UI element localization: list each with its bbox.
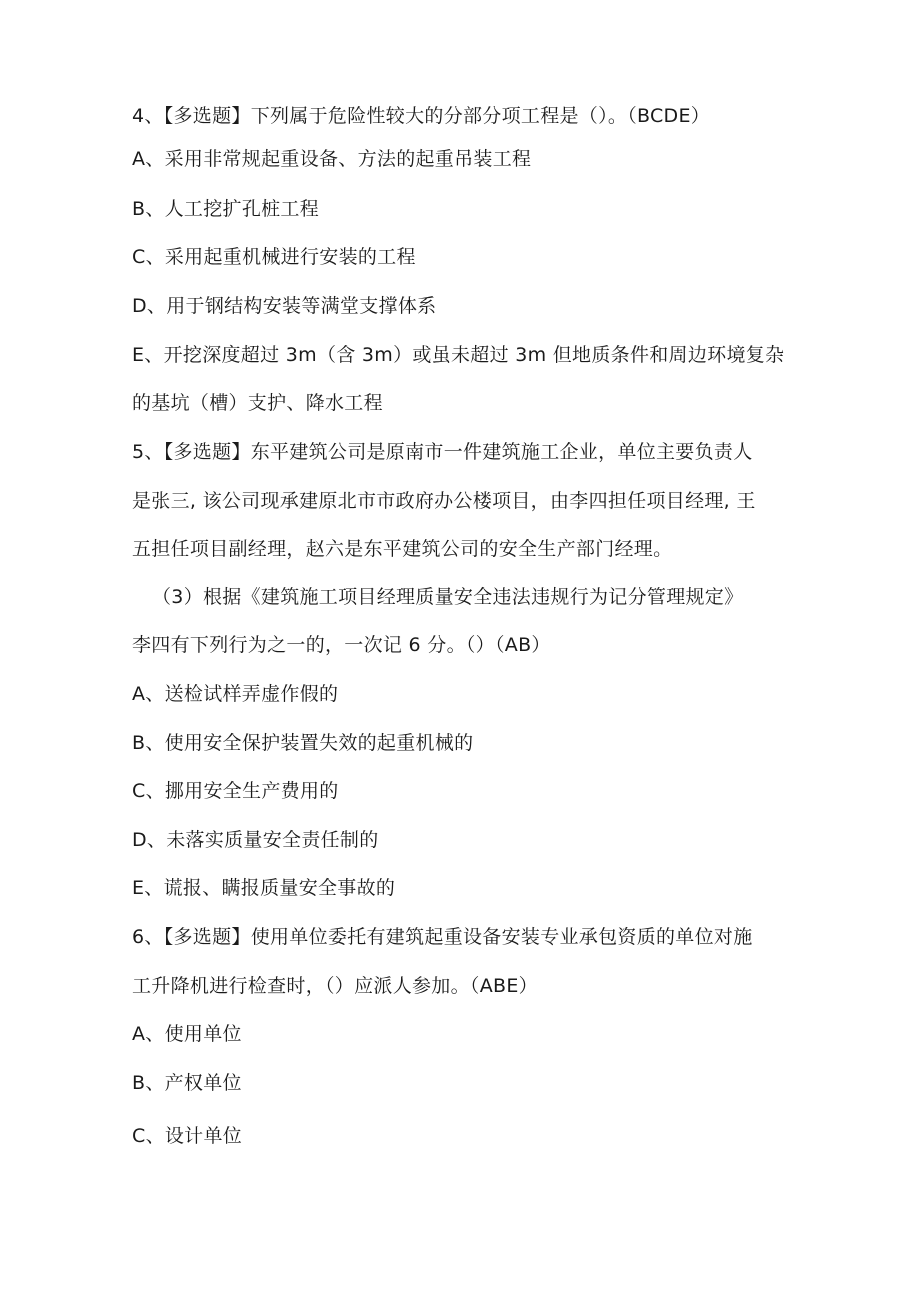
question-5-sub-3-line-2: 李四有下列行为之一的，一次记 6 分。（）（AB） bbox=[132, 634, 551, 656]
q6-option-a: A、使用单位 bbox=[132, 1023, 242, 1045]
q4-option-c: C、采用起重机械进行安装的工程 bbox=[132, 246, 416, 268]
question-5-sub-3: （3）根据《建筑施工项目经理质量安全违法违规行为记分管理规定》 bbox=[152, 586, 744, 608]
q5-option-b: B、使用安全保护装置失效的起重机械的 bbox=[132, 732, 474, 754]
question-5-stem-line-2: 是张三, 该公司现承建原北市市政府办公楼项目，由李四担任项目经理, 王 bbox=[132, 490, 756, 512]
q6-option-c: C、设计单位 bbox=[132, 1125, 243, 1147]
q5-option-c: C、挪用安全生产费用的 bbox=[132, 780, 339, 802]
question-5-stem: 5、【多选题】东平建筑公司是原南市一件建筑施工企业，单位主要负责人 bbox=[132, 441, 753, 463]
q4-option-a: A、采用非常规起重设备、方法的起重吊装工程 bbox=[132, 148, 532, 170]
question-4-stem: 4、【多选题】下列属于危险性较大的分部分项工程是（）。（BCDE） bbox=[132, 105, 711, 127]
q5-option-a: A、送检试样弄虚作假的 bbox=[132, 683, 339, 705]
question-6-stem: 6、【多选题】使用单位委托有建筑起重设备安装专业承包资质的单位对施 bbox=[132, 926, 753, 948]
q5-option-e: E、谎报、瞒报质量安全事故的 bbox=[132, 877, 396, 899]
question-5-stem-line-3: 五担任项目副经理，赵六是东平建筑公司的安全生产部门经理。 bbox=[132, 538, 673, 560]
q4-option-e-continued: 的基坑（槽）支护、降水工程 bbox=[132, 392, 383, 414]
q4-option-b: B、人工挖扩孔桩工程 bbox=[132, 198, 320, 220]
q4-option-d: D、用于钢结构安装等满堂支撑体系 bbox=[132, 295, 437, 317]
q4-option-e: E、开挖深度超过 3m（含 3m）或虽未超过 3m 但地质条件和周边环境复杂 bbox=[132, 344, 785, 366]
q6-option-b: B、产权单位 bbox=[132, 1072, 242, 1094]
question-6-stem-line-2: 工升降机进行检查时，（）应派人参加。（ABE） bbox=[132, 975, 538, 997]
q5-option-d: D、未落实质量安全责任制的 bbox=[132, 829, 379, 851]
